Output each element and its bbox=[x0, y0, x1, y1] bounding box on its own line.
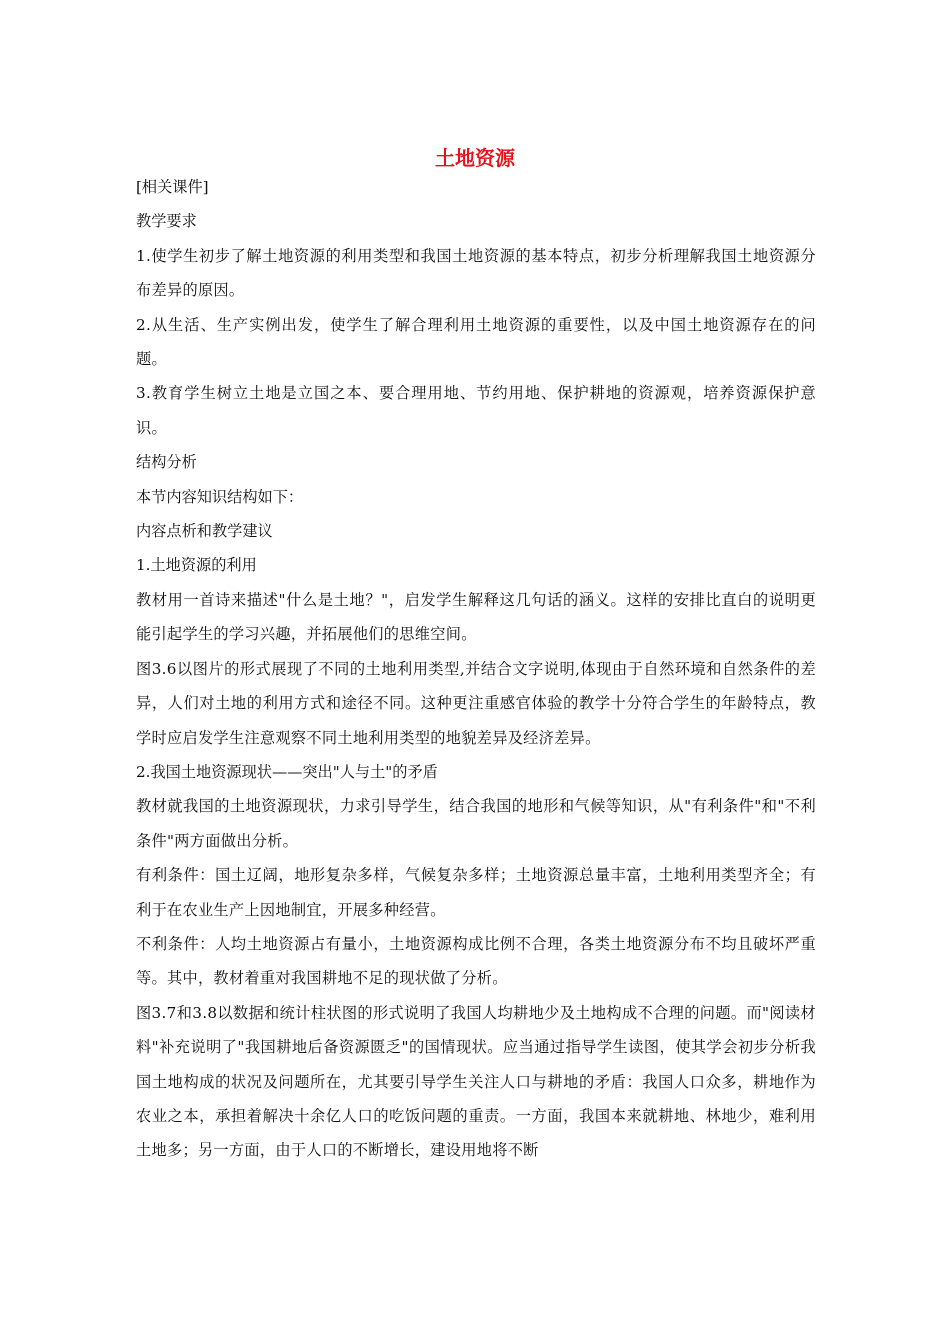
structure-intro: 本节内容知识结构如下： bbox=[136, 487, 304, 506]
subsection-heading-land-status: 2.我国土地资源现状——突出"人与土"的矛盾 bbox=[136, 762, 438, 781]
courseware-label: [相关课件] bbox=[136, 178, 209, 196]
requirement-item-1: 1.使学生初步了解土地资源的利用类型和我国土地资源的基本特点，初步分析理解我国土地资源分布差异的原因。 bbox=[136, 246, 816, 300]
body-paragraph: 有利条件：国土辽阔，地形复杂多样，气候复杂多样；土地资源总量丰富，土地利用类型齐全；有利于在农业生产上因地制宜，开展多种经营。 bbox=[136, 866, 816, 919]
requirement-item-3: 3.教育学生树立土地是立国之本、要合理用地、节约用地、保护耕地的资源观，培养资源保护意识。 bbox=[136, 384, 816, 437]
body-paragraph: 教材用一首诗来描述"什么是土地？"，启发学生解释这几句话的涵义。这样的安排比直白的说明更能引起学生的学习兴趣，并拓展他们的思维空间。 bbox=[136, 590, 816, 644]
body-paragraph: 不利条件：人均土地资源占有量小，土地资源构成比例不合理，各类土地资源分布不均且破坏严重等。其中，教材着重对我国耕地不足的现状做了分析。 bbox=[136, 934, 816, 988]
body-paragraph: 教材就我国的土地资源现状，力求引导学生，结合我国的地形和气候等知识，从"有利条件"和"不利条件"两方面做出分析。 bbox=[136, 797, 816, 850]
body-paragraph: 图3.7和3.8以数据和统计柱状图的形式说明了我国人均耕地少及土地构成不合理的问题。而"阅读材料"补充说明了"我国耕地后备资源匮乏"的国情现状。应当通过指导学生读图，使其学会初步分析我国土地构成的状况及问题所在，尤其要引导学生关注人口与耕地的矛盾：我国人口众多，耕地作为农业之本，承担着解决十余亿人口的吃饭问题的重责。一方面，我国本来就耕地、林地少，难利用土地多；另一方面，由于人口的不断增长，建设用地将不断 bbox=[136, 1003, 816, 1160]
section-heading-requirements: 教学要求 bbox=[136, 212, 197, 231]
section-heading-structure: 结构分析 bbox=[136, 453, 197, 472]
requirement-item-2: 2.从生活、生产实例出发，使学生了解合理利用土地资源的重要性，以及中国土地资源存在的问题。 bbox=[136, 315, 816, 369]
subsection-heading-land-use: 1.土地资源的利用 bbox=[136, 556, 257, 575]
document-body bbox=[136, 170, 816, 1168]
document-title: 土地资源 bbox=[435, 146, 515, 170]
body-paragraph: 图3.6以图片的形式展现了不同的土地利用类型,并结合文字说明,体现由于自然环境和自然条件的差异，人们对土地的利用方式和途径不同。这种更注重感官体验的教学十分符合学生的年龄特点，教学时应启发学生注意观察不同土地利用类型的地貌差异及经济差异。 bbox=[136, 659, 816, 747]
section-heading-analysis: 内容点析和教学建议 bbox=[136, 522, 273, 541]
